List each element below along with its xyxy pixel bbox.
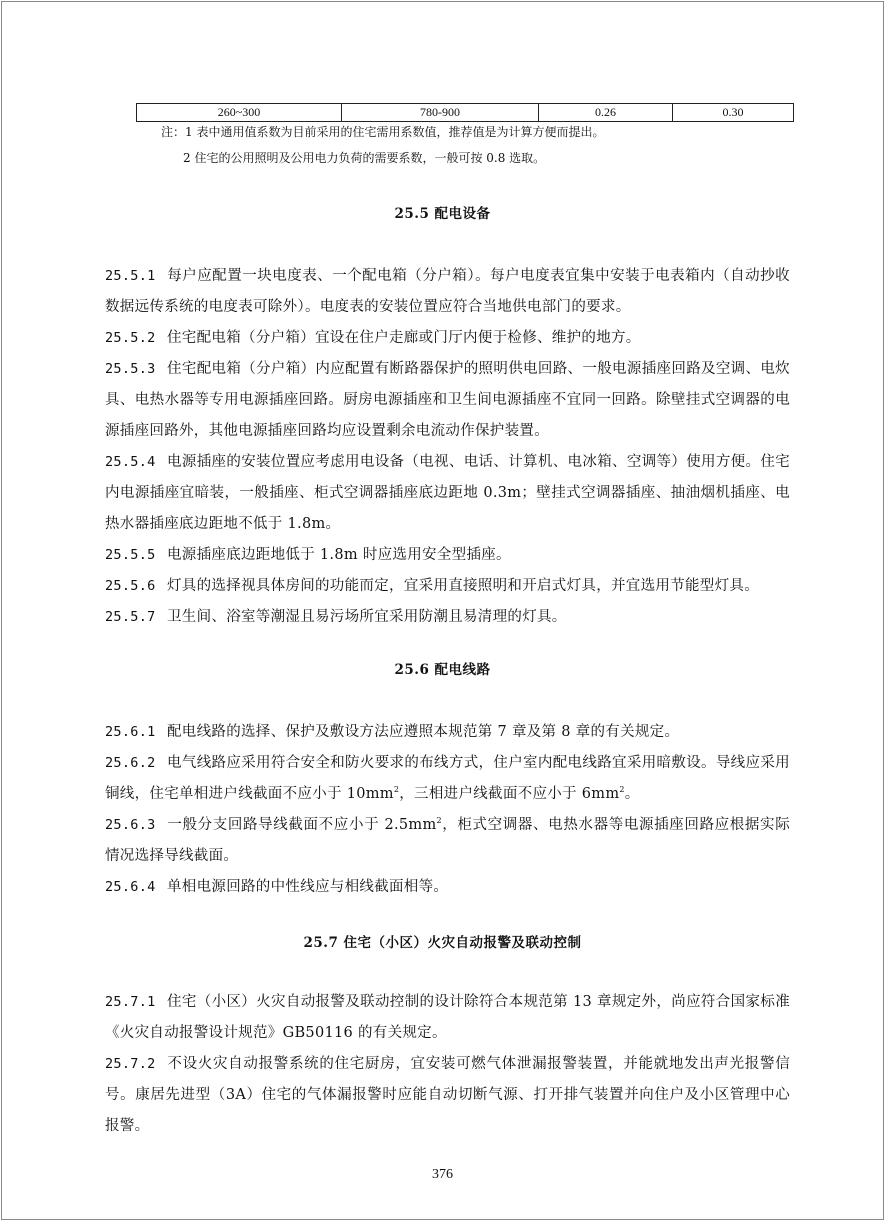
clause-text: 住宅（小区）火灾自动报警及联动控制的设计除符合本规范第 13 章规定外，尚应符合国家标准《火灾自动报警设计规范》GB50116 的有关规定。 xyxy=(105,994,790,1041)
clause-number: 25.7.1 xyxy=(105,994,156,1010)
clause-text: 配电线路的选择、保护及敷设方法应遵照本规范第 7 章及第 8 章的有关规定。 xyxy=(167,724,680,740)
clause xyxy=(105,748,790,810)
clause xyxy=(105,872,790,903)
clause xyxy=(105,323,790,354)
section-body-25-5 xyxy=(105,261,790,633)
page-number: 376 xyxy=(432,1167,453,1182)
table-note-2: 2 住宅的公用照明及公用电力负荷的需要系数，一般可按 0.8 选取。 xyxy=(183,151,546,165)
superscript: 2 xyxy=(393,785,400,795)
clause-number: 25.5.2 xyxy=(105,330,156,346)
clause xyxy=(105,354,790,447)
clause-text: ，三相进户线截面不应小于 6mm xyxy=(399,786,620,802)
clause-text: 单相电源回路的中性线应与相线截面相等。 xyxy=(167,879,449,895)
clause-text: 灯具的选择视具体房间的功能而定，宜采用直接照明和开启式灯具，并宜选用节能型灯具。 xyxy=(167,578,759,594)
clause xyxy=(105,1049,790,1142)
clause-number: 25.7.2 xyxy=(105,1056,156,1072)
clause xyxy=(105,571,790,602)
table-note-1: 注：1 表中通用值系数为目前采用的住宅需用系数值，推荐值是为计算方便而提出。 xyxy=(161,125,605,139)
clause-text: ，柜式空调器、电热水器等电源插座回路应根据实际情况选择导线截面。 xyxy=(105,817,790,864)
clause-number: 25.5.4 xyxy=(105,454,156,470)
clause-number: 25.5.5 xyxy=(105,547,156,563)
clause xyxy=(105,261,790,323)
clause xyxy=(105,602,790,633)
clause-text: 不设火灾自动报警系统的住宅厨房，宜安装可燃气体泄漏报警装置，并能就地发出声光报警信号。康居先进型（3A）住宅的气体漏报警时应能自动切断气源、打开排气装置并向住户及小区管理中心报警。 xyxy=(105,1056,790,1134)
clause-text: 一般分支回路导线截面不应小于 2.5mm xyxy=(167,817,437,833)
clause xyxy=(105,987,790,1049)
clause-text: 住宅配电箱（分户箱）内应配置有断路器保护的照明供电回路、一般电源插座回路及空调、电炊具、电热水器等专用电源插座回路。厨房电源插座和卫生间电源插座不宜同一回路。除壁挂式空调器的电源插座回路外，其他电源插座回路均应设置剩余电流动作保护装置。 xyxy=(105,361,790,439)
clause-number: 25.6.2 xyxy=(105,755,156,771)
clause-text: 电气线路应采用符合安全和防火要求的布线方式，住户室内配电线路宜采用暗敷设。导线应采用铜线，住宅单相进户线截面不应小于 10mm xyxy=(105,755,790,802)
clause-number: 25.5.6 xyxy=(105,578,156,594)
clause-text: 电源插座底边距地低于 1.8m 时应选用安全型插座。 xyxy=(167,547,511,563)
clause-number: 25.6.4 xyxy=(105,879,156,895)
clause-number: 25.6.3 xyxy=(105,817,156,833)
clause-text: 住宅配电箱（分户箱）宜设在住户走廊或门厅内便于检修、维护的地方。 xyxy=(167,330,641,346)
section-heading-25-7: 25.7 住宅（小区）火灾自动报警及联动控制 xyxy=(303,935,582,951)
table-cell: 0.30 xyxy=(673,104,794,122)
superscript: 2 xyxy=(619,785,625,795)
table-cell: 0.26 xyxy=(539,104,673,122)
section-heading-25-5: 25.5 配电设备 xyxy=(394,206,491,222)
clause xyxy=(105,717,790,748)
clause-text: 电源插座的安装位置应考虑用电设备（电视、电话、计算机、电冰箱、空调等）使用方便。住宅内电源插座宜暗装，一般插座、柜式空调器插座底边距地 0.3m；壁挂式空调器插座、抽油烟机插座、电热水器插座底边距地不低于 1.8m。 xyxy=(105,454,790,532)
clause xyxy=(105,447,790,540)
clause-text: 卫生间、浴室等潮湿且易污场所宜采用防潮且易清理的灯具。 xyxy=(167,609,567,625)
clause-text: 。 xyxy=(624,786,640,802)
table-cell: 260~300 xyxy=(137,104,342,122)
table-cell: 780-900 xyxy=(342,104,539,122)
table-row xyxy=(137,104,794,122)
clause-number: 25.5.7 xyxy=(105,609,156,625)
section-body-25-7 xyxy=(105,987,790,1142)
clause-text: 每户应配置一块电度表、一个配电箱（分户箱）。每户电度表宜集中安装于电表箱内（自动抄收数据远传系统的电度表可除外）。电度表的安装位置应符合当地供电部门的要求。 xyxy=(105,268,790,315)
coefficient-table xyxy=(136,103,794,122)
clause xyxy=(105,810,790,872)
clause-number: 25.6.1 xyxy=(105,724,156,740)
section-body-25-6 xyxy=(105,717,790,903)
clause xyxy=(105,540,790,571)
clause-number: 25.5.1 xyxy=(105,268,156,284)
section-heading-25-6: 25.6 配电线路 xyxy=(394,662,491,678)
clause-number: 25.5.3 xyxy=(105,361,156,377)
superscript: 2 xyxy=(436,816,442,826)
